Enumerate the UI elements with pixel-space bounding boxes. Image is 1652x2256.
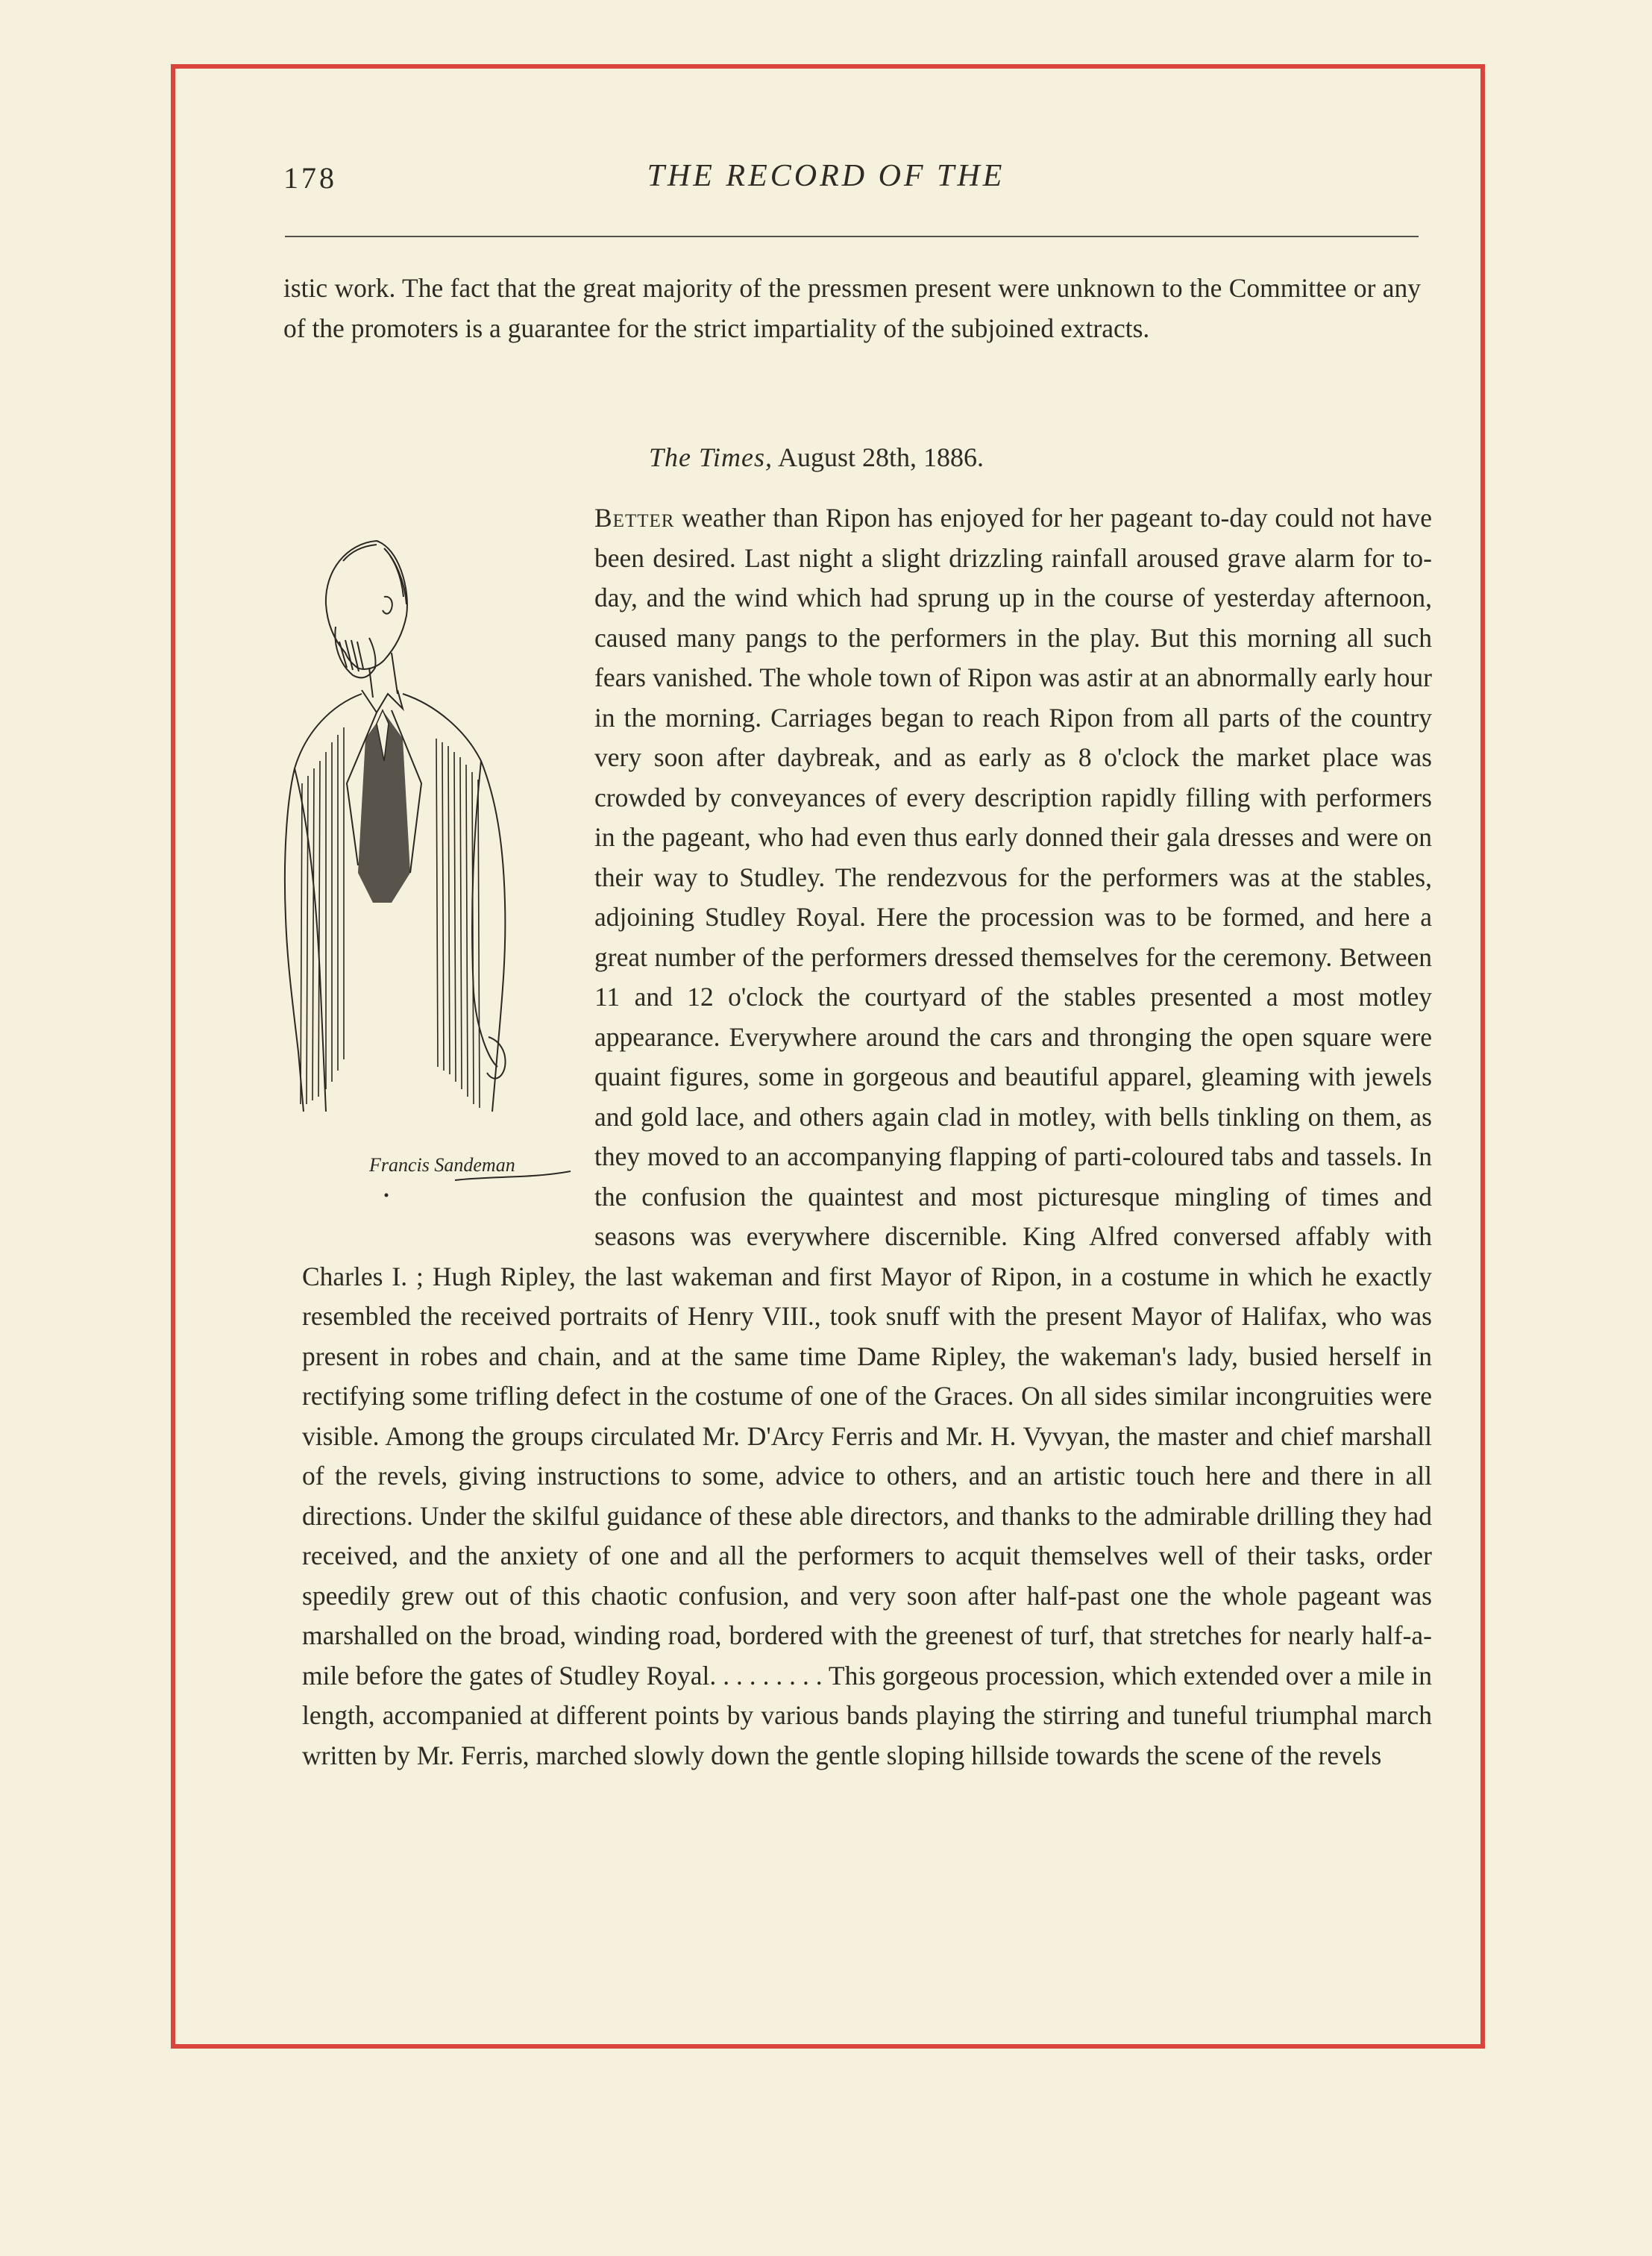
source-date: August 28th, 1886.: [778, 442, 984, 472]
signature-text: Francis Sandeman: [369, 1154, 515, 1176]
intro-paragraph: istic work. The fact that the great majority of the pressmen present were unknown to the Committee or any of the promoters is a guarantee for the strict impartiality of the subjoined extracts.: [283, 273, 1421, 343]
page-number: 178: [283, 161, 337, 195]
article-text: weather than Ripon has enjoyed for her pageant to-day could not have been desired. Last night a slight drizzling rainfall aroused grave alarm for to-day, and the wind which had sprung up in the course of yesterday afternoon, caused many pangs to the performers in the play. But this morning all such fears vanished. The whole town of Ripon was astir at an abnormally early hour in the morning. Carriages began to reach Ripon from all parts of the country very soon after daybreak, and as early as 8 o'clock the market place was crowded by conveyances of every description rapidly filling with performers in the pageant, who had even thus early donned their gala dresses and were on their way to Studley. The rendezvous for the performers was at the stables, adjoining Studley Royal. Here the procession was to be formed, and here a great number of the performers dressed themselves for the ceremony. Between 11 and 12 o'clock the courtyard of the stables presented a most motley appearance. Everywhere around the cars and thronging the open square were quaint figures, some in gorgeous and beautiful apparel, gleaming with jewels and gold lace, and others again clad in motley, with bells tinkling on them, as they moved to an accompanying flapping of parti-coloured tabs and tassels. In the confusion the quaintest and most picturesque mingling of times and seasons was everywhere discernible. King Alfred conversed affably with Charles I. ; Hugh Ripley, the last wakeman and first Mayor of Ripon, in a costume in which he exactly resembled the received portraits of Henry VIII., took snuff with the present Mayor of Halifax, who was present in robes and chain, and at the same time Dame Ripley, the wakeman's lady, busied herself in rectifying some trifling defect in the costume of one of the Graces. On all sides similar incongruities were visible. Among the groups circulated Mr. D'Arcy Ferris and Mr. H. Vyvyan, the master and chief marshall of the revels, giving instructions to some, advice to others, and an artistic touch here and there in all directions. Under the skilful guidance of these able directors, and thanks to the admirable drilling they had received, and the anxiety of one and all the performers to acquit themselves well of their tasks, order speedily grew out of this chaotic confusion, and very soon after half-past one the whole pageant was marshalled on the broad, winding road, bordered with the greenest of turf, that stretches for nearly half-a-mile before the gates of Studley Royal. . . . . . . . . This gorgeous procession, which extended over a mile in length, accompanied at different points by various bands playing the stirring and tuneful triumphal march written by Mr. Ferris, marched slowly down the gentle sloping hillside towards the scene of the revels: [302, 503, 1432, 1770]
lead-word: Better: [594, 503, 675, 533]
header-rule: [285, 236, 1419, 237]
source-line: [649, 442, 984, 473]
portrait-illustration: [265, 515, 548, 1171]
running-head: THE RECORD OF THE: [647, 159, 1005, 193]
artist-signature: [365, 1149, 589, 1201]
portrait-collar: [362, 690, 403, 712]
source-publication: The Times,: [649, 442, 773, 472]
portrait-head: [326, 541, 407, 669]
